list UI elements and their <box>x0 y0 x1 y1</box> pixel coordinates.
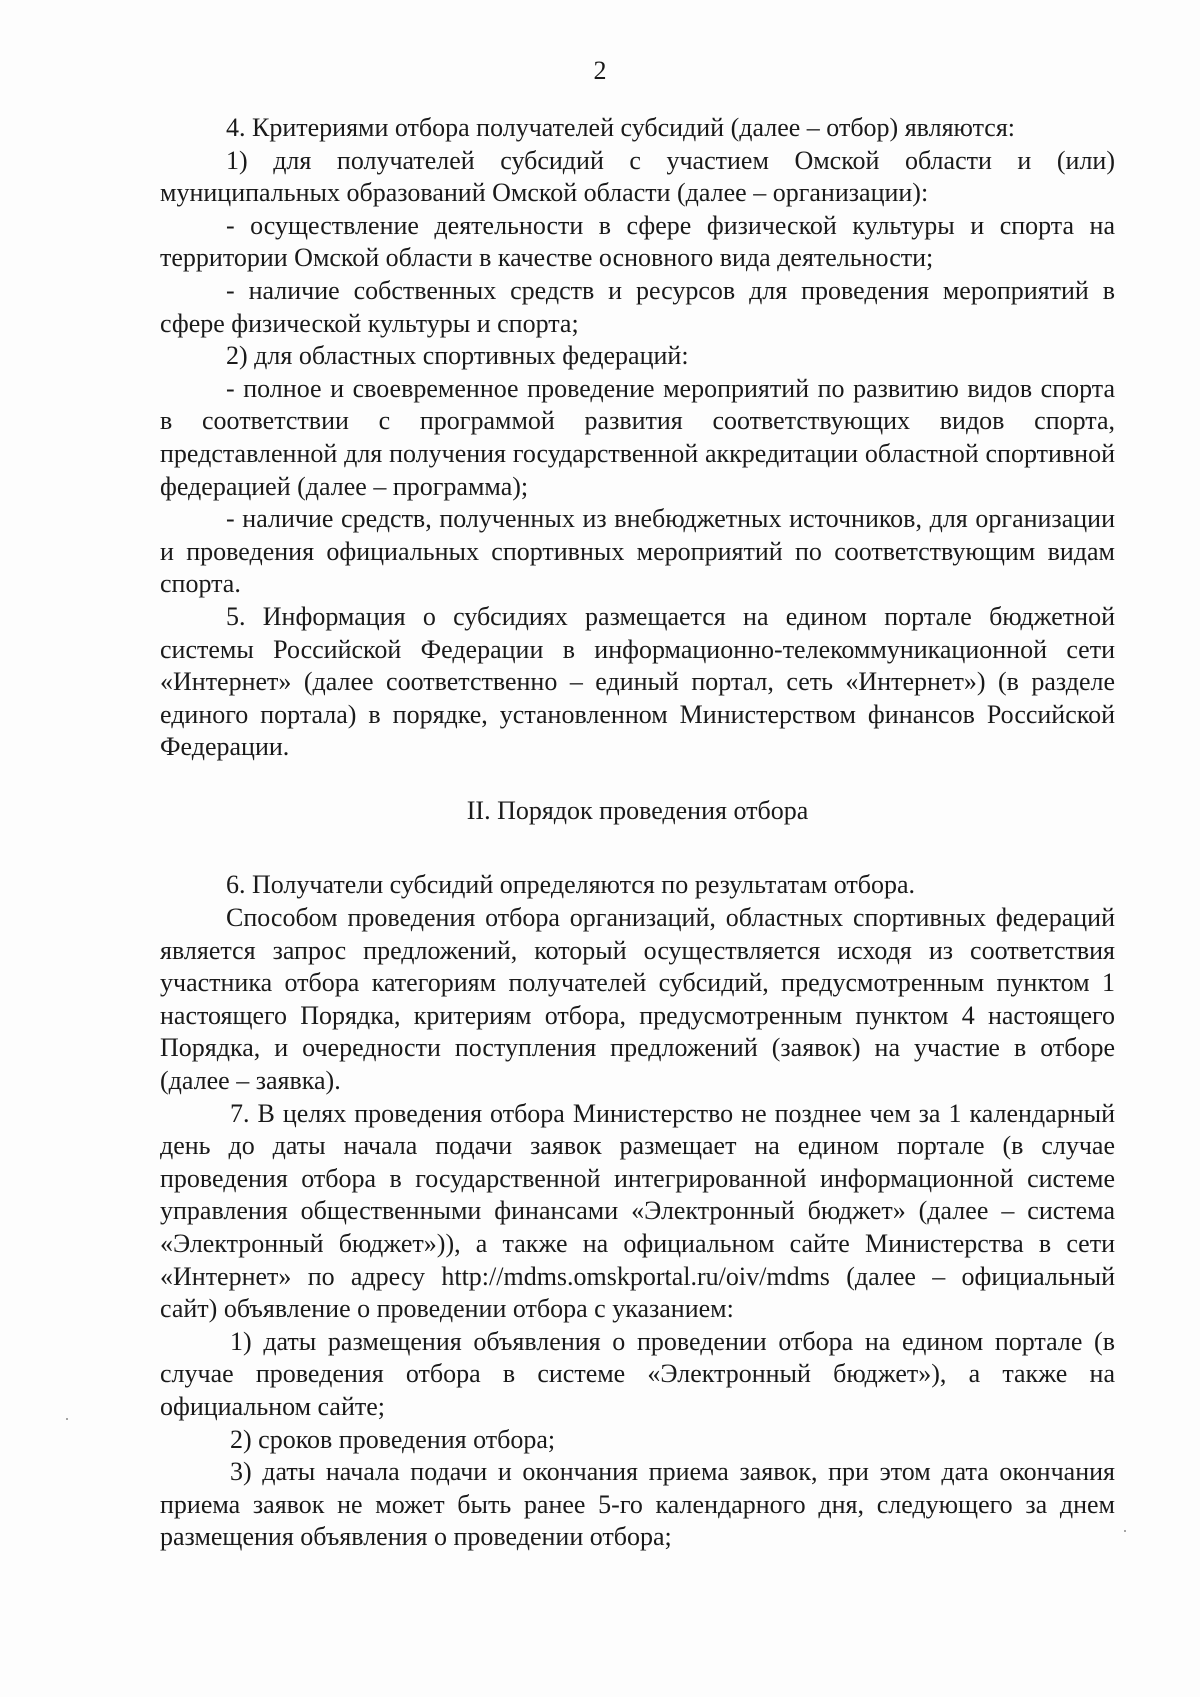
section-heading: II. Порядок проведения отбора <box>466 795 809 825</box>
paragraph-criteria-events: - полное и своевременное проведение мероприятий по развитию видов спорта в соответствии с программой развития соответствующих видов спорта, представленной для получения государственной аккредитации областной спортивной федерацией (далее – программа); <box>160 373 1115 501</box>
scan-speck <box>1124 1530 1126 1532</box>
paragraph-announcement: 7. В целях проведения отбора Министерство не позднее чем за 1 календарный день до даты начала подачи заявок размещает на едином портале (в случае проведения отбора в государственной интегрированной информационной системе управления общественными финансами «Электронный бюджет» (далее – система «Электронный бюджет»)), а также на официальном сайте Министерства в сети «Интернет» по адресу http://mdms.omskportal.ru/oiv/mdms (далее – официальный сайт) объявление о проведении отбора с указанием: <box>160 1098 1115 1324</box>
document-body <box>160 112 1115 1554</box>
paragraph-criteria-federations: 2) для областных спортивных федераций: <box>226 341 689 371</box>
scan-speck <box>66 1418 68 1420</box>
paragraph-criteria-extrabudgetary: - наличие средств, полученных из внебюджетных источников, для организации и проведения официальных спортивных мероприятий по соответствующим видам спорта. <box>160 504 1115 599</box>
paragraph-criteria-intro: 4. Критериями отбора получателей субсидий (далее – отбор) являются: <box>226 113 1016 142</box>
paragraph-selection-method: Способом проведения отбора организаций, областных спортивных федераций является запрос предложений, который осуществляется исходя из соответствия участника отбора категориям получателей субсидий, предусмотренным пунктом 1 настоящего Порядка, критериям отбора, предусмотренным пунктом 4 настоящего Порядка, и очередности поступления предложений (заявок) на участие в отборе (далее – заявка). <box>160 903 1115 1096</box>
paragraph-recipients: 6. Получатели субсидий определяются по результатам отбора. <box>226 870 916 900</box>
paragraph-announcement-date: 1) даты размещения объявления о проведении отбора на едином портале (в случае проведения отбора в системе «Электронный бюджет»), а также на официальном сайте; <box>160 1326 1115 1421</box>
page-number: 2 <box>593 56 607 85</box>
paragraph-subsidy-information: 5. Информация о субсидиях размещается на едином портале бюджетной системы Российской Федерации в информационно-телекоммуникационной сети «Интернет» (далее соответственно – единый портал, сеть «Интернет») (в разделе единого портала) в порядке, установленном Министерством финансов Российской Федерации. <box>160 601 1115 762</box>
paragraph-criteria-own-funds: - наличие собственных средств и ресурсов для проведения мероприятий в сфере физической культуры и спорта; <box>160 275 1115 338</box>
paragraph-criteria-activity: - осуществление деятельности в сфере физической культуры и спорта на территории Омской области в качестве основного вида деятельности; <box>160 210 1115 273</box>
paragraph-selection-terms: 2) сроков проведения отбора; <box>230 1424 556 1454</box>
paragraph-application-dates: 3) даты начала подачи и окончания приема заявок, при этом дата окончания приема заявок не может быть ранее 5-го календарного дня, следующего за днем размещения объявления о проведении отбора; <box>160 1457 1115 1552</box>
paragraph-criteria-organizations: 1) для получателей субсидий с участием Омской области и (или) муниципальных образований Омской области (далее – организации): <box>160 145 1115 208</box>
